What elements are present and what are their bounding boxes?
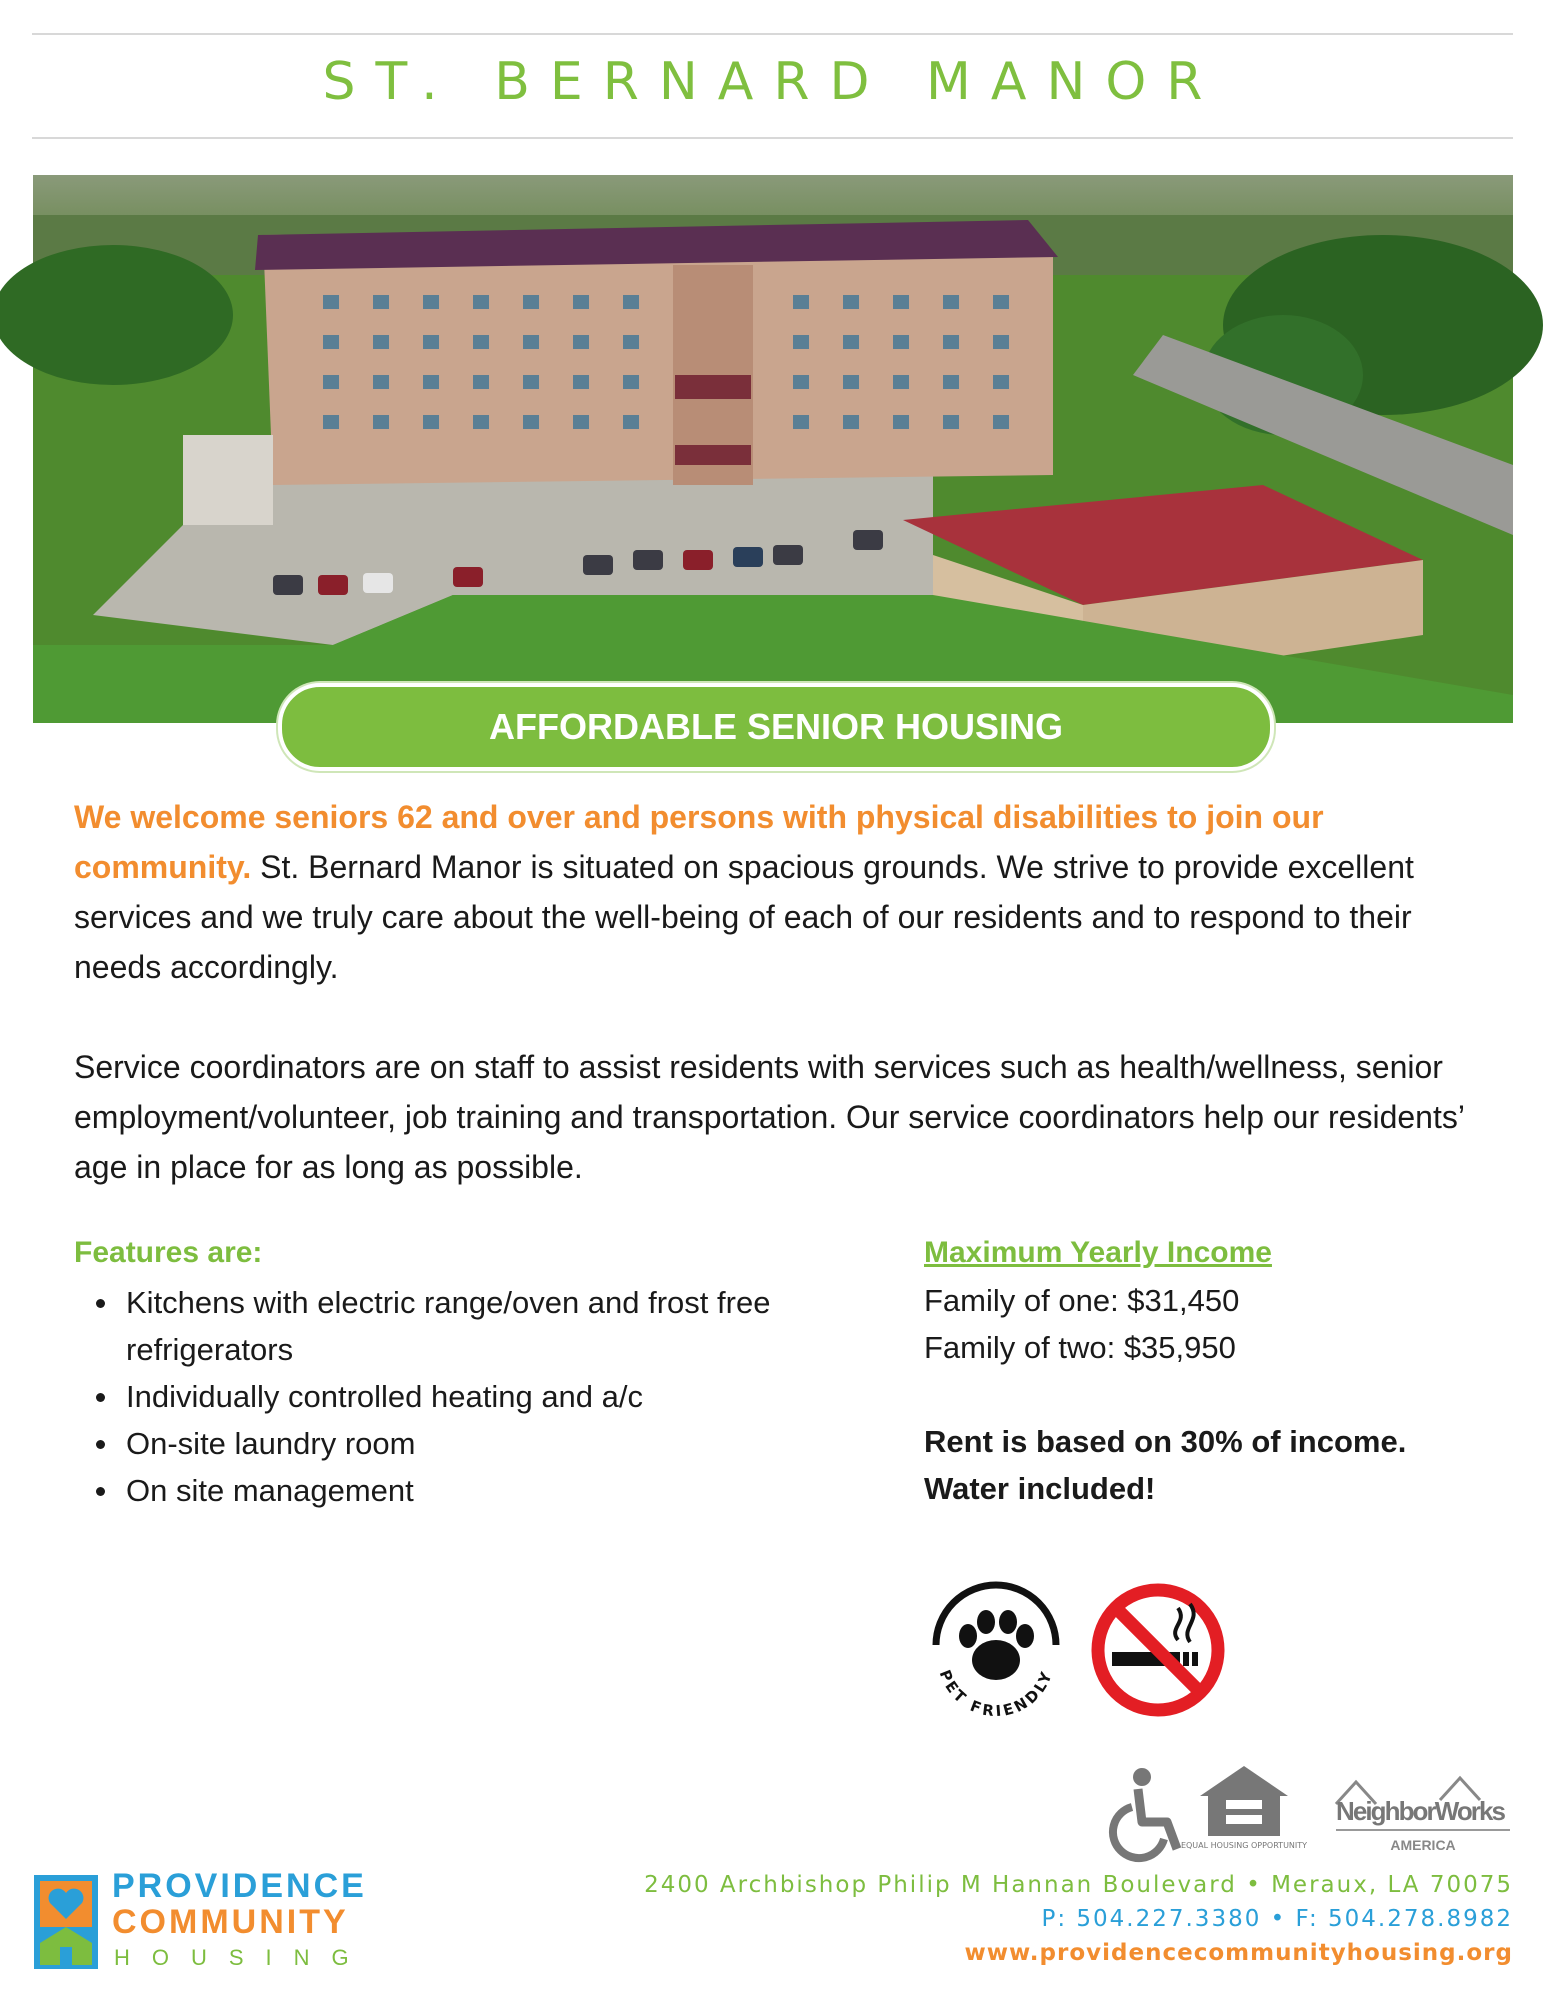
- logo-line-community: COMMUNITY: [112, 1903, 349, 1941]
- pet-friendly-label: PET FRIENDLY: [935, 1666, 1057, 1720]
- top-rule: [32, 33, 1513, 35]
- logo-line-providence: PROVIDENCE: [112, 1867, 367, 1905]
- pet-friendly-icon: [924, 1570, 1069, 1720]
- features-heading: Features are:: [74, 1236, 263, 1269]
- features-list: [74, 1279, 926, 1514]
- rent-note: Rent is based on 30% of income.: [924, 1424, 1407, 1459]
- income-heading: Maximum Yearly Income: [924, 1236, 1272, 1269]
- intro-highlight: We welcome seniors 62 and over and persons with physical disabilities to join our community.: [74, 799, 1324, 885]
- neighborworks-label: NeighborWorks: [1336, 1796, 1506, 1826]
- footer-phone: P: 504.227.3380 • F: 504.278.8982: [1041, 1906, 1513, 1932]
- equal-housing-icon: [1180, 1762, 1308, 1862]
- neighborworks-logo: [1330, 1770, 1515, 1860]
- intro-paragraph: [74, 792, 1474, 992]
- footer-website[interactable]: www.providencecommunityhousing.org: [964, 1940, 1513, 1966]
- page-title: ST. BERNARD MANOR: [322, 52, 1223, 112]
- income-family-one: Family of one: $31,450: [924, 1283, 1240, 1318]
- title-rule: [32, 137, 1513, 139]
- list-item: On-site laundry room: [126, 1420, 926, 1467]
- intro-text: St. Bernard Manor is situated on spacious grounds. We strive to provide excellent services and we truly care about the well-being of each of our residents and to respond to their needs accordingly.: [74, 849, 1414, 985]
- footer-address: 2400 Archbishop Philip M Hannan Boulevard • Meraux, LA 70075: [644, 1872, 1513, 1898]
- list-item: On site management: [126, 1467, 926, 1514]
- affordable-housing-banner: AFFORDABLE SENIOR HOUSING: [278, 683, 1274, 771]
- water-note: Water included!: [924, 1471, 1156, 1506]
- building-photo: [33, 175, 1513, 723]
- list-item: Individually controlled heating and a/c: [126, 1373, 926, 1420]
- no-smoking-icon: [1088, 1580, 1228, 1720]
- logo-line-housing: HOUSING: [114, 1945, 371, 1970]
- equal-housing-label: EQUAL HOUSING OPPORTUNITY: [1180, 1841, 1308, 1850]
- house-heart-icon: [32, 1873, 100, 1971]
- list-item: Kitchens with electric range/oven and frost free refrigerators: [126, 1279, 926, 1373]
- providence-logo: [32, 1867, 371, 1976]
- income-family-two: Family of two: $35,950: [924, 1330, 1236, 1365]
- neighborworks-sub: AMERICA: [1390, 1837, 1456, 1853]
- services-paragraph: Service coordinators are on staff to assist residents with services such as health/wellness, senior employment/volunteer, job training and transportation. Our service coordinators help our residents’ age in place for as long as possible.: [74, 1049, 1464, 1185]
